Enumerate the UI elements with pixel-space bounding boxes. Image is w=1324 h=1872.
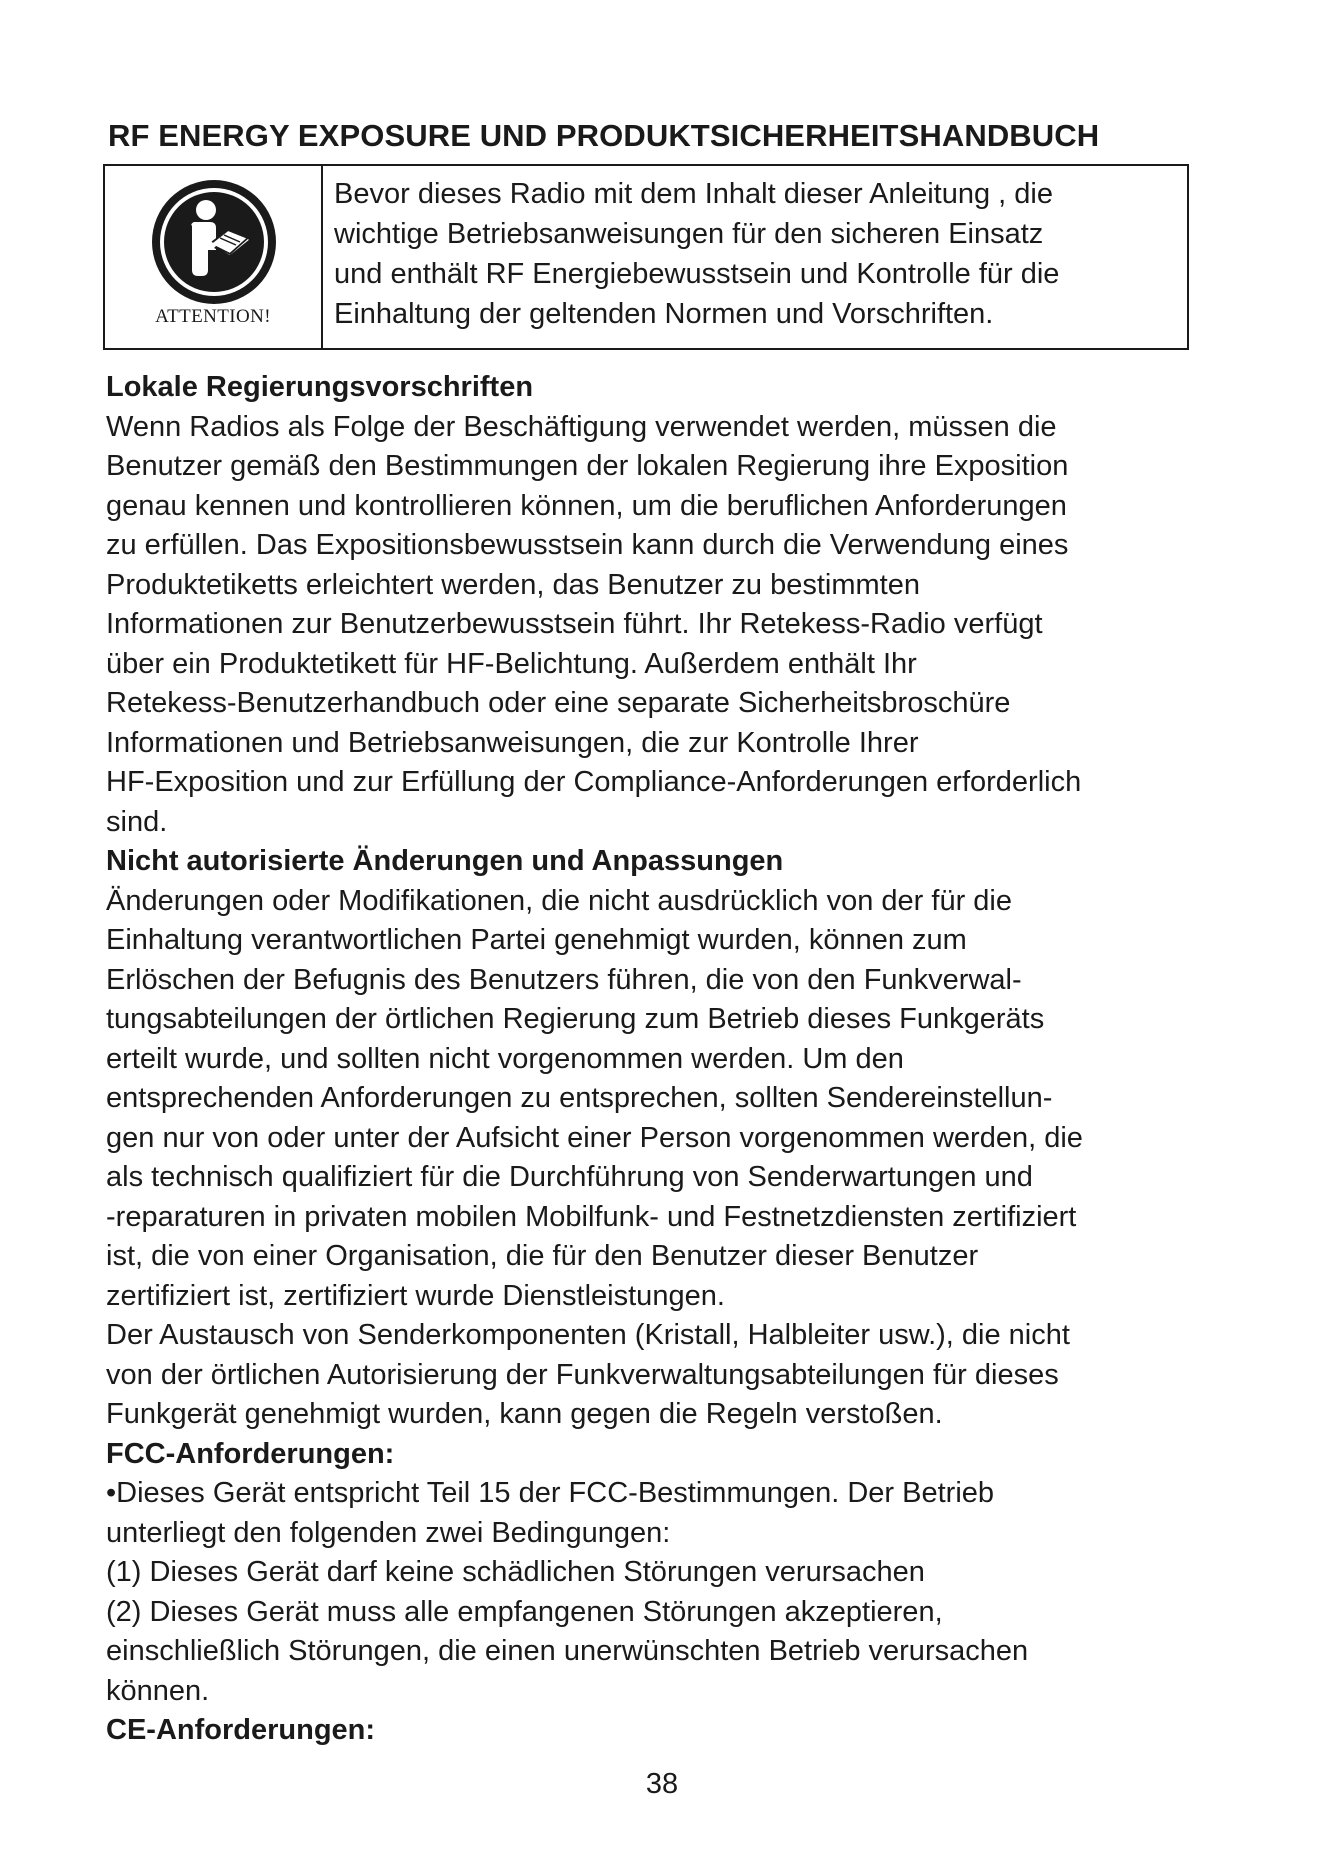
attention-line: wichtige Betriebsanweisungen für den sicheren Einsatz (334, 218, 1044, 250)
attention-line: Bevor dieses Radio mit dem Inhalt dieser Anleitung , die (334, 178, 1053, 210)
paragraph-line: sind. (106, 805, 168, 838)
attention-icon-cell (105, 166, 323, 348)
attention-line: und enthält RF Energiebewusstsein und Kontrolle für die (334, 258, 1060, 290)
paragraph-line: Der Austausch von Senderkomponenten (Kristall, Halbleiter usw.), die nicht (106, 1319, 1070, 1351)
paragraph-line: (2) Dieses Gerät muss alle empfangenen Störungen akzeptieren, (106, 1595, 943, 1628)
paragraph-line: Änderungen oder Modifikationen, die nicht ausdrücklich von der für die (106, 884, 1012, 917)
paragraph-line: können. (106, 1674, 210, 1707)
page-number: 38 (645, 1768, 679, 1800)
paragraph-line: gen nur von oder unter der Aufsicht einer Person vorgenommen werden, die (106, 1121, 1083, 1154)
attention-notice (103, 164, 1189, 350)
paragraph-line: Informationen zur Benutzerbewusstsein führt. Ihr Retekess-Radio verfügt (106, 608, 1043, 640)
paragraph-line: Einhaltung verantwortlichen Partei genehmigt wurden, können zum (106, 924, 967, 956)
paragraph-line: Retekess-Benutzerhandbuch oder eine separate Sicherheitsbroschüre (106, 687, 1011, 719)
paragraph-line: Informationen und Betriebsanweisungen, die zur Kontrolle Ihrer (106, 726, 919, 759)
attention-label: ATTENTION! (155, 306, 271, 327)
paragraph-line: entsprechenden Anforderungen zu entsprechen, sollten Sendereinstellun- (106, 1082, 1053, 1114)
paragraph-line: Benutzer gemäß den Bestimmungen der lokalen Regierung ihre Exposition (106, 450, 1069, 482)
paragraph-line: (1) Dieses Gerät darf keine schädlichen Störungen verursachen (106, 1556, 925, 1588)
section-heading-fcc: FCC-Anforderungen: (106, 1437, 395, 1470)
paragraph-line: als technisch qualifiziert für die Durchführung von Senderwartungen und (106, 1161, 1033, 1193)
page-title: RF ENERGY EXPOSURE UND PRODUKTSICHERHEITSHANDBUCH (108, 118, 1100, 153)
paragraph-line: ist, die von einer Organisation, die für den Benutzer dieser Benutzer (106, 1240, 979, 1272)
paragraph-line: HF-Exposition und zur Erfüllung der Compliance-Anforderungen erforderlich (106, 766, 1082, 798)
paragraph-line: Erlöschen der Befugnis des Benutzers führen, die von den Funkverwal- (106, 963, 1022, 996)
paragraph-line: genau kennen und kontrollieren können, um die beruflichen Anforderungen (106, 489, 1067, 522)
attention-line: Einhaltung der geltenden Normen und Vorschriften. (334, 298, 994, 330)
paragraph-line: einschließlich Störungen, die einen unerwünschten Betrieb verursachen (106, 1635, 1029, 1667)
section-heading-local-regulations: Lokale Regierungsvorschriften (106, 371, 534, 403)
paragraph-line: tungsabteilungen der örtlichen Regierung zum Betrieb dieses Funkgeräts (106, 1003, 1045, 1035)
section-heading-ce: CE-Anforderungen: (106, 1714, 376, 1746)
paragraph-line: unterliegt den folgenden zwei Bedingungen: (106, 1516, 671, 1549)
paragraph-line: zertifiziert ist, zertifiziert wurde Dienstleistungen. (106, 1279, 725, 1312)
attention-text (323, 166, 1187, 348)
read-manual-icon (150, 178, 278, 306)
body-text (106, 368, 1236, 1751)
paragraph-line: von der örtlichen Autorisierung der Funkverwaltungsabteilungen für dieses (106, 1358, 1059, 1391)
paragraph-line: •Dieses Gerät entspricht Teil 15 der FCC-Bestimmungen. Der Betrieb (106, 1477, 995, 1509)
paragraph-line: Produktetiketts erleichtert werden, das Benutzer zu bestimmten (106, 568, 920, 601)
paragraph-line: über ein Produktetikett für HF-Belichtung. Außerdem enthält Ihr (106, 647, 917, 680)
paragraph-line: zu erfüllen. Das Expositionsbewusstsein kann durch die Verwendung eines (106, 529, 1069, 561)
paragraph-line: erteilt wurde, und sollten nicht vorgenommen werden. Um den (106, 1042, 904, 1075)
section-heading-unauthorized-changes: Nicht autorisierte Änderungen und Anpassungen (106, 845, 784, 877)
paragraph-line: Wenn Radios als Folge der Beschäftigung verwendet werden, müssen die (106, 410, 1057, 443)
paragraph-line: Funkgerät genehmigt wurden, kann gegen die Regeln verstoßen. (106, 1398, 943, 1430)
paragraph-line: -reparaturen in privaten mobilen Mobilfunk- und Festnetzdiensten zertifiziert (106, 1200, 1077, 1233)
